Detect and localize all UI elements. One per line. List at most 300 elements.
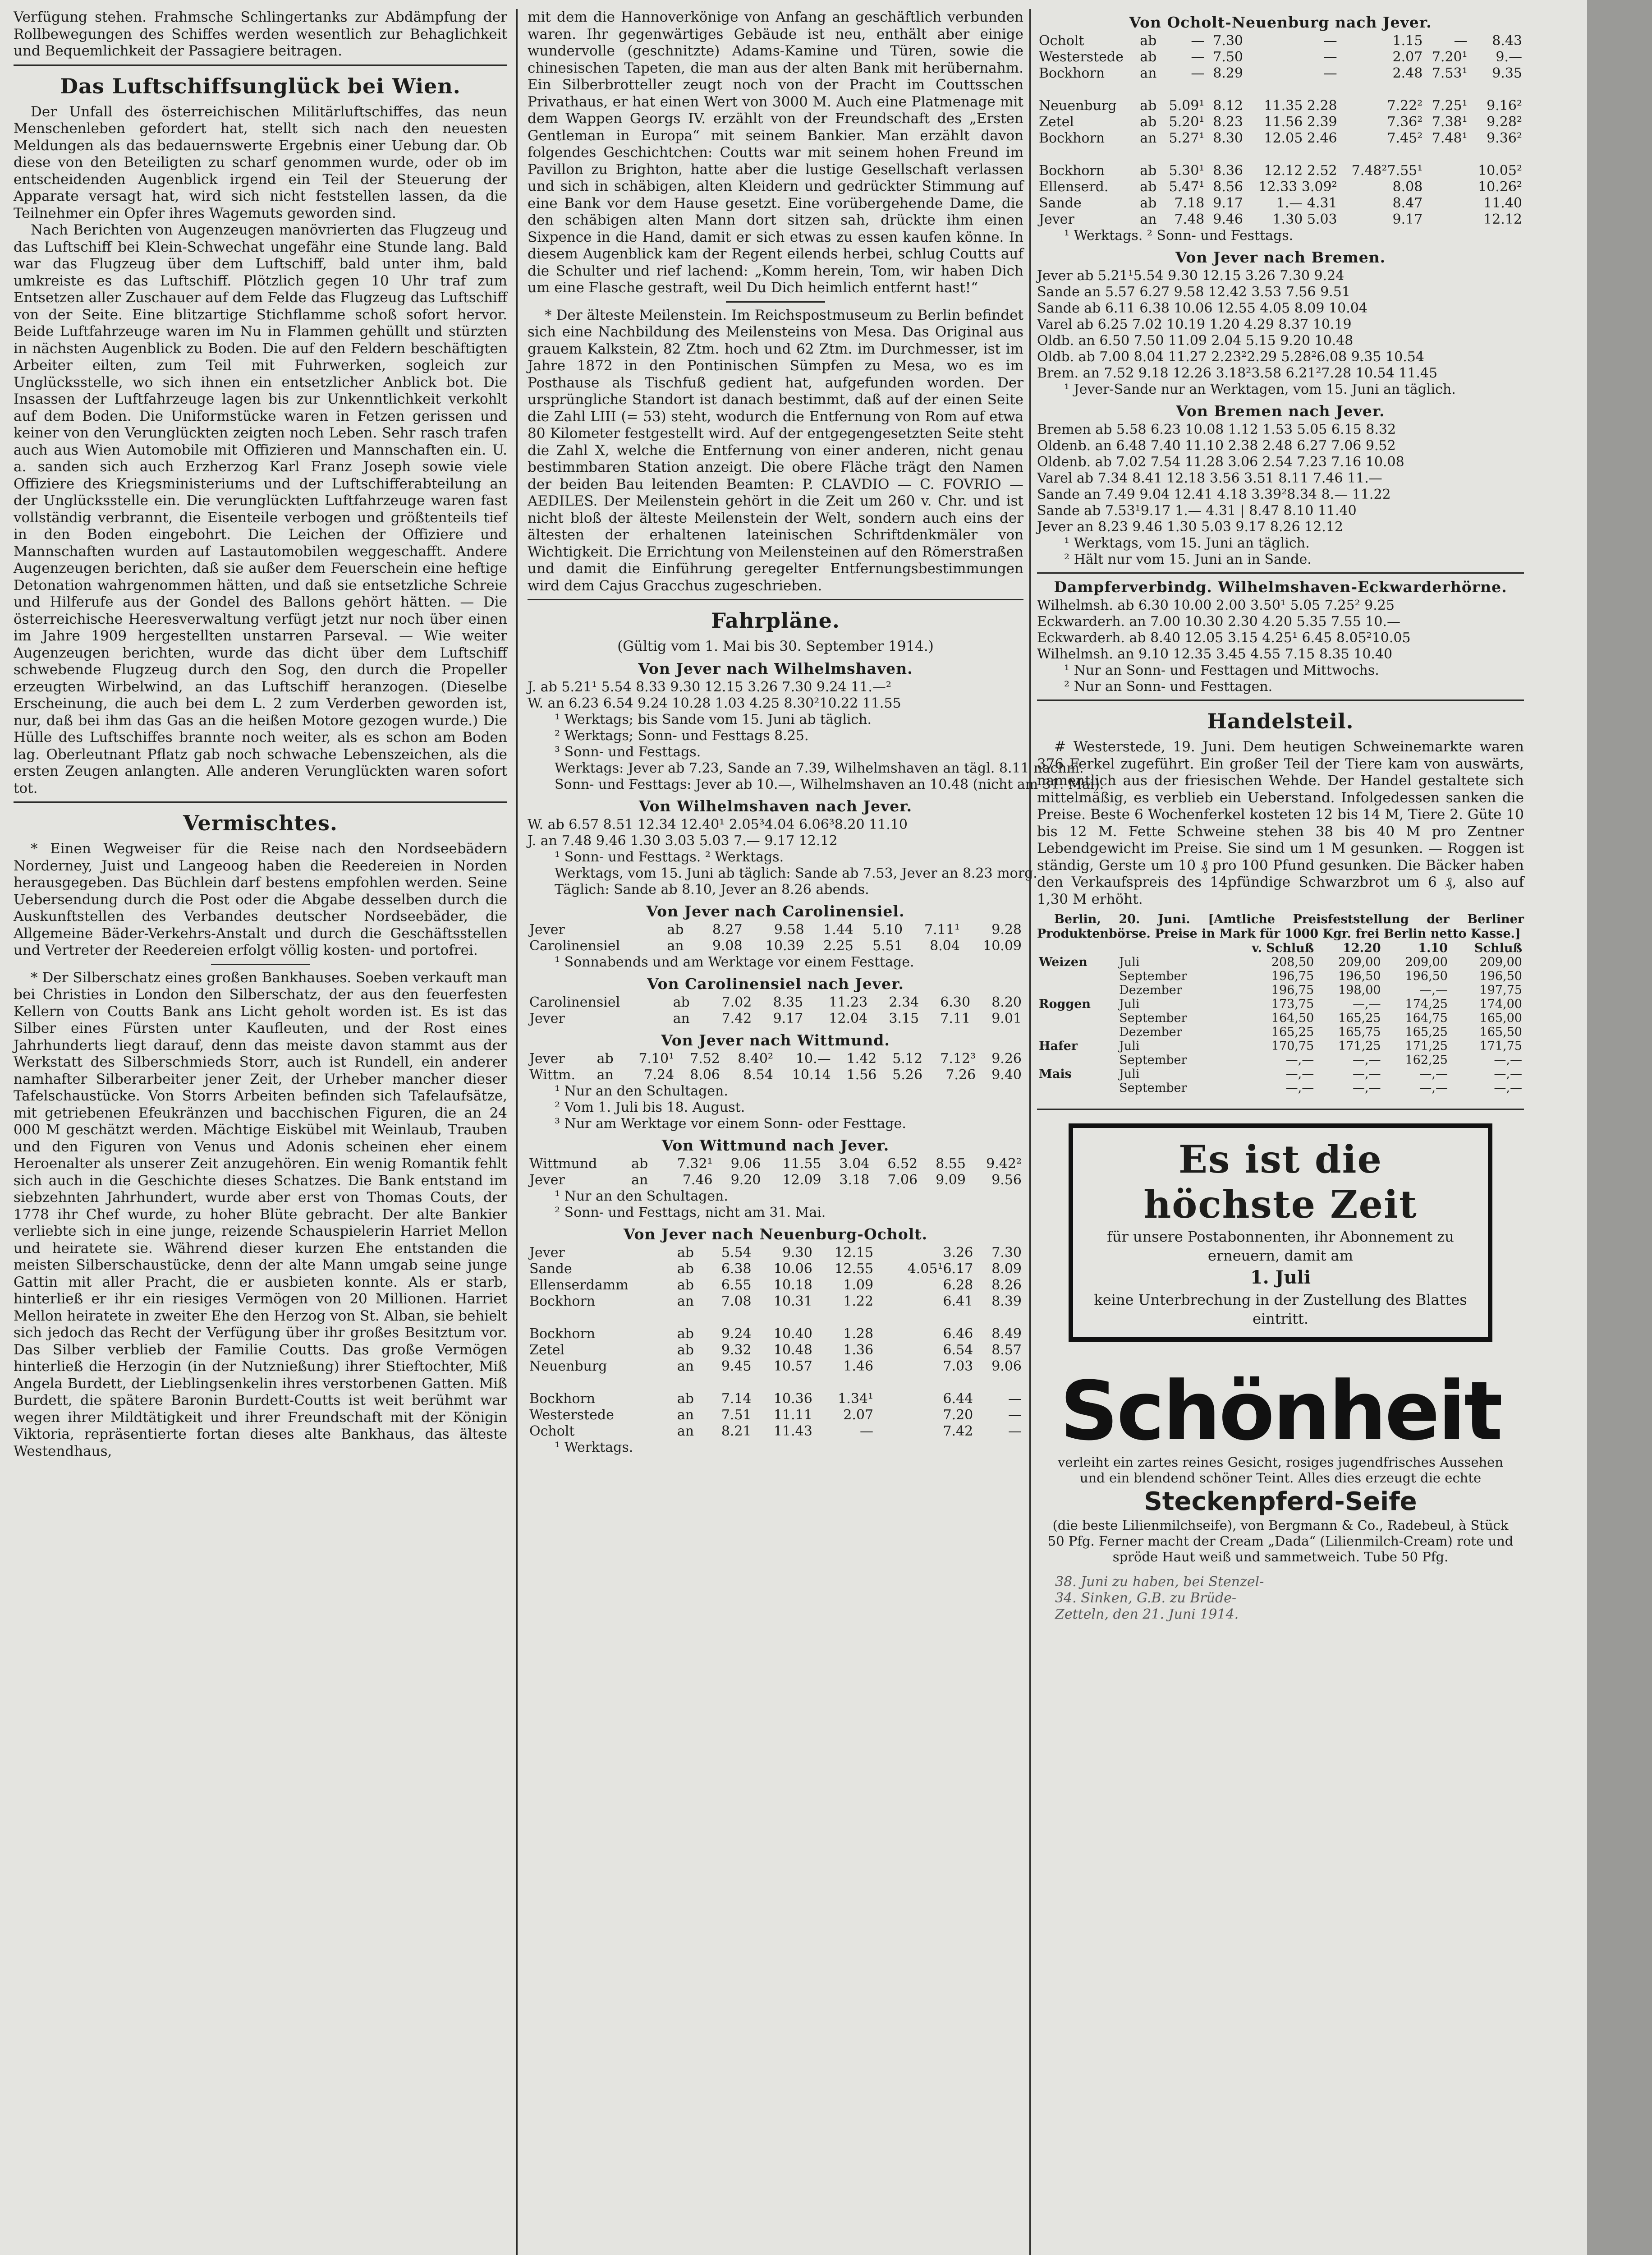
timetable-cell: 8.36 bbox=[1213, 163, 1243, 179]
timetable-cell: — bbox=[1454, 33, 1468, 49]
timetable-cell: ab bbox=[1140, 179, 1157, 195]
timetable-cell: 9.45 bbox=[721, 1358, 752, 1374]
timetable-cell: 7.03 bbox=[943, 1358, 973, 1374]
timetable-notes bbox=[528, 954, 1023, 971]
price-row bbox=[1037, 997, 1524, 1011]
price-cell: September bbox=[1119, 1053, 1187, 1067]
timetable-row bbox=[528, 1011, 1023, 1027]
timetable-cell bbox=[1138, 82, 1161, 98]
timetable-row bbox=[1037, 33, 1524, 49]
timetable-cell: 12.33 3.09² bbox=[1258, 179, 1337, 195]
timetable-cell: 9.26 bbox=[991, 1050, 1022, 1067]
price-cell: —,— bbox=[1419, 1081, 1448, 1095]
timetable-note: ² Vom 1. Juli bis 18. August. bbox=[555, 1099, 745, 1115]
timetable-row bbox=[1037, 212, 1524, 228]
price-cell: Weizen bbox=[1039, 955, 1088, 969]
timetable-heading: Von Bremen nach Jever. bbox=[1176, 402, 1385, 420]
price-cell: 196,75 bbox=[1271, 983, 1314, 997]
timetable-cell: Bockhorn bbox=[529, 1390, 596, 1407]
timetable-cell: 9.08 bbox=[712, 938, 743, 954]
timetable-notes bbox=[528, 1188, 1023, 1221]
timetable-cell: 7.50 bbox=[1213, 49, 1243, 65]
timetable-notes bbox=[1037, 535, 1524, 568]
timetable-heading: Von Jever nach Carolinensiel. bbox=[646, 902, 905, 920]
price-header-cell: 12.20 bbox=[1343, 941, 1381, 955]
timetable-cell: Westerstede bbox=[1039, 49, 1124, 65]
timetable-row: Varel ab 6.25 7.02 10.19 1.20 4.29 8.37 10.19 bbox=[1037, 317, 1352, 332]
timetable-cell: an bbox=[667, 938, 684, 954]
timetable-row: J. ab 5.21¹ 5.54 8.33 9.30 12.15 3.26 7.30 9.24 11.—² bbox=[528, 679, 891, 695]
timetable-cell: an bbox=[597, 1067, 614, 1083]
timetable-cell: 8.09 bbox=[991, 1261, 1022, 1277]
timetable-row: W. ab 6.57 8.51 12.34 12.40¹ 2.05³4.04 6.06³8.20 11.10 bbox=[528, 816, 908, 833]
timetable-cell: Carolinensiel bbox=[529, 994, 620, 1010]
timetable-cell: 9.16² bbox=[1487, 98, 1522, 114]
timetable-cell: 8.21 bbox=[721, 1423, 752, 1439]
timetable-row bbox=[528, 1342, 1023, 1358]
timetable-cell: 5.26 bbox=[892, 1067, 923, 1083]
timetable-notes bbox=[528, 1083, 1023, 1132]
timetable-cell: 7.25¹ bbox=[1432, 98, 1468, 114]
timetable-cell: 12.12 2.52 bbox=[1264, 163, 1337, 179]
timetable-cell bbox=[814, 1375, 875, 1391]
price-cell: —,— bbox=[1353, 997, 1381, 1011]
price-cell: —,— bbox=[1285, 1067, 1314, 1081]
timetable-cell: 5.10 bbox=[872, 921, 903, 938]
timetable-cell: 10.31 bbox=[773, 1293, 812, 1309]
timetable-cell: — bbox=[860, 1423, 874, 1439]
timetable-cell: 7.14 bbox=[721, 1390, 752, 1407]
timetable-cell: 1.15 bbox=[1392, 33, 1423, 49]
timetable-cell: ab bbox=[677, 1390, 694, 1407]
timetable-cell: 7.30 bbox=[991, 1244, 1022, 1261]
ad-product: Steckenpferd-Seife bbox=[1144, 1487, 1417, 1516]
timetable-cell bbox=[1424, 179, 1469, 195]
timetable-notes bbox=[528, 711, 1104, 793]
timetable-cell: 8.39 bbox=[991, 1293, 1022, 1309]
timetable-cell: 7.18 bbox=[1174, 195, 1205, 211]
price-cell: —,— bbox=[1494, 1081, 1522, 1095]
timetable-cell: 7.11 bbox=[940, 1010, 971, 1026]
timetable-cell: 6.55 bbox=[721, 1277, 752, 1293]
timetable-row: W. an 6.23 6.54 9.24 10.28 1.03 4.25 8.30²10.22 11.55 bbox=[528, 695, 901, 711]
timetable-cell: 12.05 2.46 bbox=[1264, 130, 1337, 146]
price-cell bbox=[1037, 1025, 1117, 1039]
timetable-cell: ab bbox=[677, 1277, 694, 1293]
price-cell: 171,75 bbox=[1479, 1039, 1522, 1053]
timetable-row: Varel ab 7.34 8.41 12.18 3.56 3.51 8.11 7.46 11.— bbox=[1037, 470, 1382, 486]
timetable-cell: 10.40 bbox=[773, 1325, 812, 1342]
divider bbox=[1037, 700, 1524, 701]
timetable-cell: ab bbox=[677, 1342, 694, 1358]
price-cell: 196,75 bbox=[1271, 969, 1314, 983]
timetable-cell bbox=[753, 1310, 814, 1326]
price-cell: September bbox=[1119, 969, 1187, 983]
column-3 bbox=[1037, 9, 1524, 1632]
price-cell: 209,00 bbox=[1479, 955, 1522, 969]
timetable-cell: ab bbox=[677, 1325, 694, 1342]
price-cell: —,— bbox=[1494, 1053, 1522, 1067]
timetable bbox=[1037, 268, 1524, 382]
timetable-row bbox=[528, 1375, 1023, 1391]
timetable-cell: 12.12 bbox=[1483, 212, 1522, 227]
price-cell: Roggen bbox=[1039, 997, 1091, 1011]
price-cell: 165,75 bbox=[1338, 1025, 1381, 1039]
timetable-cell: Ellenserd. bbox=[1039, 179, 1109, 195]
timetable-cell: 1.46 bbox=[843, 1358, 874, 1374]
price-cell: Juli bbox=[1119, 1067, 1140, 1081]
timetable-note: ¹ Nur an Sonn- und Festtagen und Mittwochs. bbox=[1064, 663, 1379, 678]
timetable-row: Sande an 5.57 6.27 9.58 12.42 3.53 7.56 9.51 bbox=[1037, 284, 1350, 300]
timetable-cell: an bbox=[677, 1423, 694, 1439]
timetable-cell: 7.26 bbox=[945, 1067, 976, 1083]
price-row bbox=[1037, 1053, 1524, 1067]
timetable-row: Sande an 7.49 9.04 12.41 4.18 3.39²8.34 8.— 11.22 bbox=[1037, 487, 1391, 502]
timetable-notes bbox=[1037, 382, 1524, 398]
timetable-cell bbox=[1245, 82, 1339, 98]
price-header-cell bbox=[1037, 941, 1117, 955]
timetable-cell: Bockhorn bbox=[1039, 130, 1105, 146]
timetable-cell: 10.39 bbox=[765, 938, 804, 954]
timetable-cell: 3.15 bbox=[889, 1010, 919, 1026]
timetable-note: ¹ Werktags; bis Sande vom 15. Juni ab täglich. bbox=[555, 711, 872, 727]
timetable-cell: ab bbox=[667, 921, 684, 938]
price-cell: —,— bbox=[1494, 1067, 1522, 1081]
timetable-cell bbox=[1161, 82, 1206, 98]
price-cell: 198,00 bbox=[1338, 983, 1381, 997]
price-cell: —,— bbox=[1419, 1067, 1448, 1081]
timetable-notes bbox=[528, 849, 1037, 898]
ad-brand: Schönheit bbox=[1060, 1364, 1501, 1459]
timetable-cell: an bbox=[677, 1407, 694, 1423]
price-cell: Juli bbox=[1119, 955, 1140, 969]
timetable-cell: 3.04 bbox=[839, 1155, 870, 1172]
timetable-cell bbox=[1469, 147, 1524, 163]
timetable-cell: 8.43 bbox=[1492, 33, 1522, 49]
timetable-cell: Carolinensiel bbox=[529, 938, 620, 954]
article-text: Der Unfall des österreichischen Militärluftschiffes, das neun Menschenleben gefordert hat, stellt sich nach den neuesten Meldungen als das bedauernswerte Ergebnis einer Uebung dar. Ob diese von den Beteiligten zu scharf genommen wurde, oder ob im entscheidenden Augenblick irgend ein Teil der Steuerung der Apparate versagt hat, wird sich nicht feststellen lassen, da die Teilnehmer ein Opfer ihres Wagemuts geworden sind. bbox=[14, 103, 507, 221]
ad-headline: Es ist die höchste Zeit bbox=[1143, 1137, 1418, 1227]
price-cell: September bbox=[1119, 1081, 1187, 1095]
timetable-cell: — bbox=[1323, 33, 1337, 49]
timetable-cell: 7.52 bbox=[690, 1050, 720, 1067]
timetable-cell bbox=[705, 1310, 753, 1326]
timetable-cell: 7.53¹ bbox=[1432, 65, 1468, 81]
timetable-cell: 4.05¹6.17 bbox=[907, 1261, 973, 1277]
timetable-cell: Jever bbox=[1039, 212, 1074, 227]
timetable-cell: 6.54 bbox=[943, 1342, 973, 1358]
timetable-cell: 7.02 bbox=[721, 994, 752, 1010]
timetable-cell: 9.32 bbox=[721, 1342, 752, 1358]
price-cell: 171,25 bbox=[1338, 1039, 1381, 1053]
timetable-cell: 9.09 bbox=[936, 1172, 966, 1188]
timetable bbox=[528, 922, 1023, 954]
timetable-cell: 10.— bbox=[795, 1050, 831, 1067]
timetable-cell: 8.30 bbox=[1213, 130, 1243, 146]
timetable-cell: 7.10¹ bbox=[638, 1050, 675, 1067]
column-rule bbox=[516, 9, 518, 2255]
price-row bbox=[1037, 1025, 1524, 1039]
ad-text: für unsere Postabonnenten, ihr Abonnement zu erneuern, damit am bbox=[1107, 1228, 1454, 1264]
divider bbox=[528, 599, 1023, 600]
price-table bbox=[1037, 941, 1524, 1095]
market-report: # Westerstede, 19. Juni. Dem heutigen Schweinemarkte waren 376 Ferkel zugeführt. Ein großer Teil der Tiere kam von auswärts, namentlich aus der friesischen Wehde. Der Handel gestaltete sich mittelmäßig, es verblieb ein Ueberstand. Infolgedessen sanken die Preise. Beste 6 Wochenferkel kosteten 12 bis 14 M, Tiere 2. Güte 10 bis 12 M. Fette Schweine stehen 38 bis 40 M pro Zentner Lebendgewicht im Preise. Sie sind um 1 M gesunken. — Roggen ist ständig, Gerste um 10 ₰ pro 100 Pfund gesunken. Die Bäcker haben den Verkaufspreis des 14pfündige Schwarzbrot um 6 ₰, also auf 1,30 M erhöht. bbox=[1037, 739, 1524, 907]
timetable-cell: 9.42² bbox=[986, 1155, 1022, 1172]
timetable-row bbox=[1037, 49, 1524, 65]
timetable-cell: 7.51 bbox=[721, 1407, 752, 1423]
timetable-cell bbox=[1138, 147, 1161, 163]
article-text: * Der älteste Meilenstein. Im Reichspostmuseum zu Berlin befindet sich eine Nachbildung des Meilensteins von Mesa. Das Original aus grauem Kalkstein, 82 Ztm. hoch und 62 Ztm. im Durchmesser, ist im Jahre 1872 in den Pontinischen Sümpfen zu Mesa, wo es im Posthause als Tischfuß gedient hat, aufgefunden worden. Der ursprüngliche Standort ist danach bestimmt, daß auf der einen Seite die Zahl LIII (= 53) steht, wodurch die Entfernung von Rom auf etwa 80 Kilometer festgestellt wird. Auf der entgegengesetzten Seite steht die Zahl X, welche die Entfernung von einer anderen, nicht genau bestimmbaren Station anzeigt. Die obere Fläche trägt den Namen der beiden Bau leitenden Beamten: P. CLAVDIO — C. FOVRIO — AEDILES. Der Meilenstein gehört in die Zeit um 260 v. Chr. und ist nicht bloß der älteste Meilenstein der Welt, sondern auch eins der ältesten der erhaltenen lateinischen Schriftdenkmäler von Wichtigkeit. Die Errichtung von Meilensteinen auf den Römerstraßen und damit die Einführung geregelter Entfernungsbestimmungen wird dem Cajus Gracchus zugeschrieben. bbox=[528, 307, 1023, 594]
timetable-row bbox=[528, 1326, 1023, 1342]
timetable-cell: 9.58 bbox=[774, 921, 804, 938]
timetable-cell: — bbox=[1191, 33, 1205, 49]
price-cell: 165,25 bbox=[1338, 1011, 1381, 1025]
timetable-cell: 8.57 bbox=[991, 1342, 1022, 1358]
timetable-cell: 1.28 bbox=[843, 1325, 874, 1342]
timetable-cell: 10.48 bbox=[773, 1342, 812, 1358]
price-cell: —,— bbox=[1353, 1081, 1381, 1095]
timetable-cell: 10.18 bbox=[773, 1277, 812, 1293]
timetable-heading: Von Jever nach Neuenburg-Ocholt. bbox=[623, 1225, 928, 1243]
timetable-cell: 11.35 2.28 bbox=[1264, 98, 1337, 114]
timetable-cell bbox=[675, 1375, 705, 1391]
timetable-note: Werktags: Jever ab 7.23, Sande an 7.39, Wilhelmshaven an tägl. 8.11 nachm. bbox=[555, 760, 1084, 776]
price-cell: 196,50 bbox=[1479, 969, 1522, 983]
page-edge bbox=[1587, 0, 1652, 2255]
price-row bbox=[1037, 969, 1524, 983]
timetable-cell: 2.07 bbox=[843, 1407, 874, 1423]
timetable-row: Oldb. ab 7.00 8.04 11.27 2.23²2.29 5.28²6.08 9.35 10.54 bbox=[1037, 349, 1424, 365]
price-cell: 174,25 bbox=[1405, 997, 1448, 1011]
timetable-cell: 7.48 bbox=[1174, 212, 1205, 227]
price-cell: —,— bbox=[1285, 1081, 1314, 1095]
timetable-heading: Von Ocholt-Neuenburg nach Jever. bbox=[1129, 14, 1432, 31]
timetable-cell: ab bbox=[1140, 49, 1157, 65]
timetable-cell: 9.46 bbox=[1213, 212, 1243, 227]
subscription-advertisement bbox=[1069, 1123, 1492, 1342]
timetable-cell bbox=[1339, 147, 1425, 163]
timetable-row bbox=[1037, 82, 1524, 98]
timetable-cell: 9.01 bbox=[991, 1010, 1022, 1026]
price-cell: Mais bbox=[1039, 1067, 1072, 1081]
timetable-note: ² Sonn- und Festtags, nicht am 31. Mai. bbox=[555, 1204, 826, 1220]
ad-text: keine Unterbrechung in der Zustellung des Blattes eintritt. bbox=[1094, 1291, 1467, 1327]
timetable-cell: 8.06 bbox=[690, 1067, 720, 1083]
timetable-cell: 6.44 bbox=[943, 1390, 973, 1407]
price-cell: Dezember bbox=[1119, 1025, 1182, 1039]
timetable-cell: Zetel bbox=[529, 1342, 565, 1358]
timetable-cell: 7.38¹ bbox=[1432, 114, 1468, 130]
timetable-cell bbox=[1161, 147, 1206, 163]
section-heading: Fahrpläne. bbox=[711, 608, 840, 633]
timetable-cell: 6.52 bbox=[887, 1155, 918, 1172]
timetable-cell: 1.56 bbox=[846, 1067, 877, 1083]
article-text: * Der Silberschatz eines großen Bankhauses. Soeben verkauft man bei Christies in London den Silberschatz, der aus den feuerfesten Kellern von Coutts Bank ans Licht geholt worden ist. Es ist das Silber eines Fürsten unter Kaufleuten, und der Rost eines Jahrhunderts liegt darauf, denn das meiste davon stammt aus der Werkstatt des Silberschmieds Storr, auch ist Rundell, ein anderer namhafter Silberarbeiter jener Zeit, der Urheber mancher dieser Tafelschaustücke. Von Storrs Arbeiten befinden sich Tafelaufsätze, mit getriebenen Efeukränzen und bacchischen Figuren, die an 24 000 M geschätzt werden. Mächtige Eiskübel mit Weinlaub, Trauben und den Figuren von Venus und Adonis scheinen eher einem Heroenalter als unserer Zeit anzugehören. Ein wenig Romantik fehlt sich auch in die Geschichte dieses Schatzes. Die Bank entstand im siebzehnten Jahrhundert, wurde aber erst von Thomas Couts, der 1778 ihr Chef wurde, zu hoher Blüte gebracht. Der alte Bankier verliebte sich in eine junge, reizende Schauspielerin Harriet Mellon und heiratete sie. Während dieser kurzen Ehe entstanden die meisten Silberschaustücke, denn der alte Mann umgab seine junge Gattin mit aller Pracht, die er ausbieten konnte. Als er starb, hinterließ er ihr ein riesiges Vermögen von 20 Millionen. Harriet Mellon heiratete in zweiter Ehe den Herzog von St. Alban, sie behielt sich jedoch das Recht der Verfügung über ihr großes Besitztum vor. Das Silber verblieb der Familie Coutts. Das große Vermögen hinterließ die Herzogin (in der Nutznießung) ihrer Stieftochter, Miß Angela Burdett, der Lieblingsenkelin ihres verstorbenen Gatten. Miß Burdett, die spätere Baronin Burdett-Coutts ist weit berühmt war wegen ihrer Mildtätigkeit und ihrer Freundschaft mit der Königin Viktoria, repräsentierte fortan dieses alte Bankhaus, das älteste Westendhaus, bbox=[14, 969, 507, 1459]
timetable-cell bbox=[1206, 147, 1245, 163]
timetable-row: Bremen ab 5.58 6.23 10.08 1.12 1.53 5.05 6.15 8.32 bbox=[1037, 422, 1396, 437]
timetable-cell: 9.06 bbox=[991, 1358, 1022, 1374]
ad-date: 1. Juli bbox=[1250, 1267, 1311, 1288]
timetable-cell: 8.40² bbox=[738, 1050, 773, 1067]
timetable-cell: an bbox=[631, 1172, 648, 1188]
timetable-cell: 8.55 bbox=[936, 1155, 966, 1172]
timetable-row bbox=[528, 994, 1023, 1011]
timetable-cell: 8.08 bbox=[1392, 179, 1423, 195]
timetable-row: Zetteln, den 21. Juni 1914. bbox=[1055, 1606, 1239, 1622]
timetable bbox=[528, 1051, 1023, 1083]
timetable-cell: 6.41 bbox=[943, 1293, 973, 1309]
timetable-row: Brem. an 7.52 9.18 12.26 3.18²3.58 6.21²7.28 10.54 11.45 bbox=[1037, 365, 1438, 381]
price-cell bbox=[1037, 1081, 1117, 1095]
divider bbox=[211, 964, 310, 965]
timetable-cell bbox=[705, 1375, 753, 1391]
timetable-note: ³ Nur am Werktage vor einem Sonn- oder Festtage. bbox=[555, 1115, 906, 1132]
timetable-cell: 5.54 bbox=[721, 1244, 752, 1261]
timetable-cell: 11.11 bbox=[773, 1407, 812, 1423]
timetable-cell: 1.44 bbox=[823, 921, 854, 938]
timetable-note: ¹ Jever-Sande nur an Werktagen, vom 15. Juni an täglich. bbox=[1064, 382, 1456, 397]
timetable-cell bbox=[1245, 147, 1339, 163]
timetable bbox=[528, 679, 1023, 712]
timetable-cell bbox=[675, 1310, 705, 1326]
timetable-cell: an bbox=[677, 1358, 694, 1374]
timetable-note: ¹ Sonnabends und am Werktage vor einem Festtage. bbox=[555, 954, 914, 970]
price-cell: 162,25 bbox=[1405, 1053, 1448, 1067]
timetable-cell: 7.08 bbox=[721, 1293, 752, 1309]
price-cell: 165,00 bbox=[1479, 1011, 1522, 1025]
timetable-cell bbox=[528, 1375, 675, 1391]
price-header-row bbox=[1037, 941, 1524, 955]
price-cell: 209,00 bbox=[1338, 955, 1381, 969]
timetable-heading: Von Carolinensiel nach Jever. bbox=[647, 975, 904, 993]
timetable-cell: 1.22 bbox=[843, 1293, 874, 1309]
timetable-cell: 10.26² bbox=[1478, 179, 1522, 195]
timetable-note: ² Nur an Sonn- und Festtagen. bbox=[1064, 679, 1273, 695]
timetable-row: Oldb. an 6.50 7.50 11.09 2.04 5.15 9.20 10.48 bbox=[1037, 333, 1354, 349]
timetable-cell: 9.35 bbox=[1492, 65, 1522, 81]
timetable-row bbox=[1037, 65, 1524, 82]
price-cell: —,— bbox=[1353, 1053, 1381, 1067]
timetable-cell: 8.54 bbox=[743, 1067, 773, 1083]
timetable-cell: 1.— 4.31 bbox=[1276, 195, 1337, 211]
timetable-heading: Von Jever nach Wittmund. bbox=[661, 1031, 890, 1049]
timetable-cell: ab bbox=[1140, 163, 1157, 179]
timetable-cell: 3.18 bbox=[839, 1172, 870, 1188]
timetable-cell: 1.36 bbox=[843, 1342, 874, 1358]
timetable-cell: — bbox=[1008, 1423, 1022, 1439]
section-heading: Handelsteil. bbox=[1207, 709, 1354, 733]
timetable-cell: 5.09¹ bbox=[1169, 98, 1205, 114]
price-cell: —,— bbox=[1285, 1053, 1314, 1067]
timetable-cell: 1.09 bbox=[843, 1277, 874, 1293]
berlin-report: Berlin, 20. Juni. [Amtliche Preisfeststellung der Berliner Produktenbörse. Preise in Mark für 1000 Kgr. frei Berlin netto Kasse.] bbox=[1037, 912, 1524, 941]
timetable-cell bbox=[1469, 82, 1524, 98]
price-header-cell: v. Schluß bbox=[1252, 941, 1314, 955]
timetable-row bbox=[1037, 147, 1524, 163]
timetable-cell: 7.24 bbox=[644, 1067, 675, 1083]
timetable-cell: ab bbox=[1140, 98, 1157, 114]
timetable-note: ¹ Werktags, vom 15. Juni an täglich. bbox=[1064, 535, 1310, 551]
timetable-row bbox=[528, 1067, 1023, 1083]
price-cell: —,— bbox=[1353, 1067, 1381, 1081]
timetable-cell: 10.57 bbox=[773, 1358, 812, 1374]
divider bbox=[14, 64, 507, 66]
timetable-cell: 7.11¹ bbox=[924, 921, 960, 938]
timetable-row: 38. Juni zu haben, bei Stenzel- bbox=[1055, 1574, 1264, 1590]
price-cell: 170,75 bbox=[1271, 1039, 1314, 1053]
price-cell bbox=[1037, 1011, 1117, 1025]
timetable-cell: 8.12 bbox=[1213, 98, 1243, 114]
timetable-cell: 10.06 bbox=[773, 1261, 812, 1277]
timetable-row bbox=[1037, 195, 1524, 212]
timetable-row: Wilhelmsh. ab 6.30 10.00 2.00 3.50¹ 5.05 7.25² 9.25 bbox=[1037, 598, 1395, 613]
section-heading: Vermischtes. bbox=[183, 811, 338, 835]
timetable-cell: 7.20 bbox=[943, 1407, 973, 1423]
timetable-heading: Von Jever nach Wilhelmshaven. bbox=[638, 659, 913, 677]
timetable-note: ³ Sonn- und Festtags. bbox=[555, 744, 701, 760]
price-row bbox=[1037, 983, 1524, 997]
price-cell: 165,25 bbox=[1405, 1025, 1448, 1039]
timetable-row bbox=[528, 1172, 1023, 1188]
timetable-cell bbox=[1424, 212, 1469, 228]
timetable-cell: 8.20 bbox=[991, 994, 1022, 1010]
timetable-row: Eckwarderh. ab 8.40 12.05 3.15 4.25¹ 6.45 8.05²10.05 bbox=[1037, 630, 1411, 646]
price-cell: 208,50 bbox=[1271, 955, 1314, 969]
timetable-row bbox=[528, 1051, 1023, 1067]
timetable-cell: — bbox=[1323, 49, 1337, 65]
timetable-cell: an bbox=[673, 1010, 690, 1026]
timetable-row: 34. Sinken, G.B. zu Brüde- bbox=[1055, 1590, 1237, 1606]
price-cell: 165,25 bbox=[1271, 1025, 1314, 1039]
timetable-cell: 8.26 bbox=[991, 1277, 1022, 1293]
timetable-row bbox=[1037, 179, 1524, 195]
price-cell: 196,50 bbox=[1405, 969, 1448, 983]
timetable-cell: 9.17 bbox=[1392, 212, 1423, 227]
timetable-note: ² Hält nur vom 15. Juni an in Sande. bbox=[1064, 552, 1312, 567]
timetable-cell: ab bbox=[1140, 195, 1157, 211]
price-cell: Juli bbox=[1119, 997, 1140, 1011]
soap-advertisement bbox=[1046, 1364, 1515, 1565]
timetable-cell: an bbox=[1140, 65, 1157, 81]
timetable-cell bbox=[1037, 82, 1138, 98]
timetable-cell bbox=[753, 1375, 814, 1391]
timetable-cell: 7.48¹ bbox=[1432, 130, 1468, 146]
price-cell: 173,75 bbox=[1271, 997, 1314, 1011]
timetable-row bbox=[528, 1391, 1023, 1407]
column-rule bbox=[1029, 9, 1031, 2255]
price-header-cell bbox=[1117, 941, 1221, 955]
timetable-cell: 5.27¹ bbox=[1169, 130, 1205, 146]
price-cell bbox=[1037, 983, 1117, 997]
timetable-note: ¹ Nur an den Schultagen. bbox=[555, 1188, 728, 1204]
timetable-cell: Wittm. bbox=[529, 1067, 575, 1083]
timetable-note: Werktags, vom 15. Juni ab täglich: Sande ab 7.53, Jever an 8.23 morg. bbox=[555, 865, 1037, 881]
timetable-cell: 5.12 bbox=[892, 1050, 923, 1067]
timetable-cell: 2.07 bbox=[1392, 49, 1423, 65]
timetable-cell: 10.36 bbox=[773, 1390, 812, 1407]
price-cell: 164,75 bbox=[1405, 1011, 1448, 1025]
timetable-cell: 12.15 bbox=[835, 1244, 874, 1261]
timetable-cell: 7.06 bbox=[887, 1172, 918, 1188]
timetable bbox=[1037, 598, 1524, 663]
timetable-cell: 8.47 bbox=[1392, 195, 1423, 211]
timetable-cell: Ellenserdamm bbox=[529, 1277, 629, 1293]
timetable-note: ¹ Werktags. ² Sonn- und Festtags. bbox=[1064, 228, 1294, 244]
timetable-cell: 9.17 bbox=[773, 1010, 803, 1026]
timetable-cell: 8.56 bbox=[1213, 179, 1243, 195]
timetable-cell bbox=[975, 1375, 1023, 1391]
timetable-cell: 12.55 bbox=[835, 1261, 874, 1277]
